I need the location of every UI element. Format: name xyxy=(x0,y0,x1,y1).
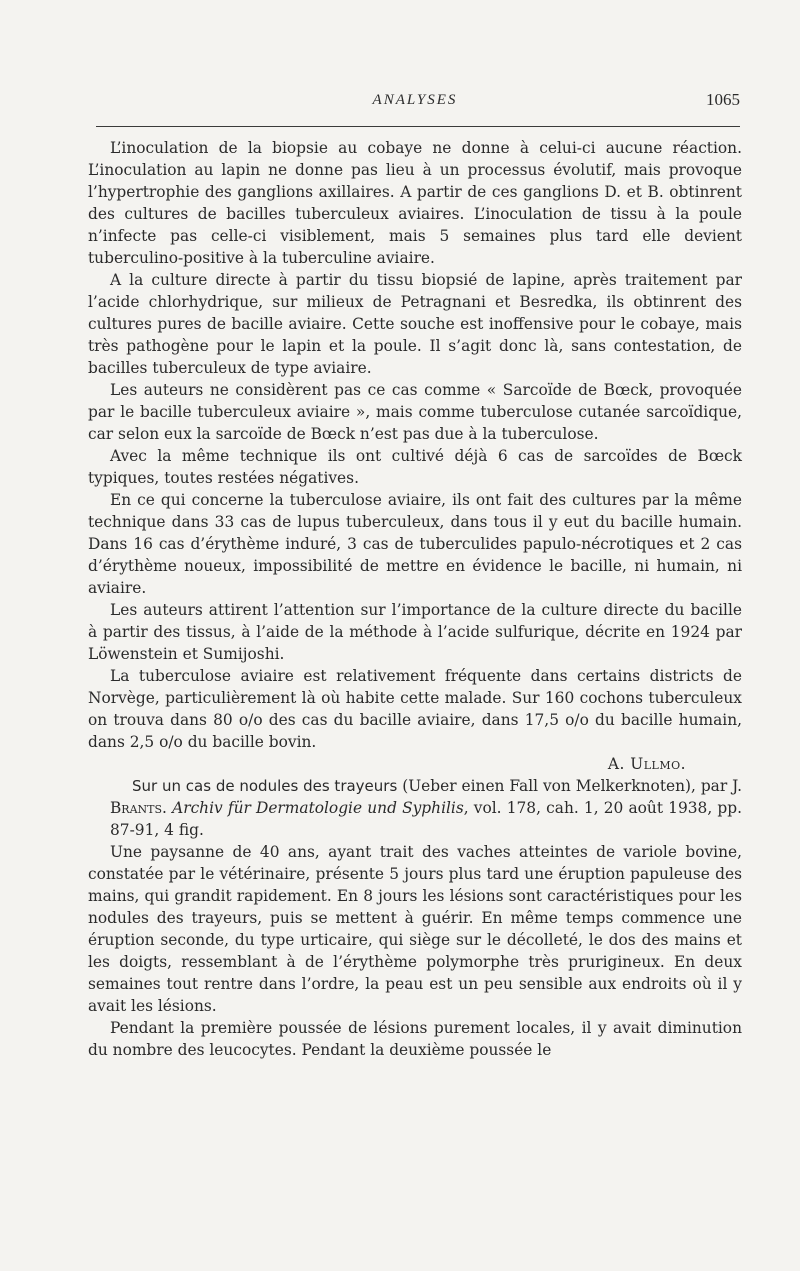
article-author: Brants xyxy=(110,799,163,817)
author-signature: A. Ullmo. xyxy=(607,755,686,773)
article-journal: Archiv für Dermatologie und Syphilis xyxy=(172,799,464,817)
paragraph: Avec la même technique ils ont cultivé déjà 6 cas de sarcoïdes de Bœck typiques, toutes restées négatives. xyxy=(88,447,742,487)
article-reference-open: (Ueber einen Fall von Melkerknoten), par J. xyxy=(397,777,742,795)
article-details: , vol. 178, cah. 1, 20 août 1938, pp. 87-91, 4 fig. xyxy=(110,799,742,839)
header-rule xyxy=(96,126,740,127)
paragraph: Une paysanne de 40 ans, ayant trait des vaches atteintes de variole bovine, constatée par le vétérinaire, présente 5 jours plus tard une éruption papuleuse des mains, qui grandit rapidement. En 8 jours les lésions sont caractéristiques pour les nodules des trayeurs, puis se mettent à guérir. En même temps commence une éruption seconde, du type urticaire, qui siège sur le décolleté, le dos des mains et les doigts, ressemblant à de l’érythème polymorphe très prurigineux. En deux semaines tout rentre dans l’ordre, la peau est un peu sensible aux endroits où il y avait les lésions. xyxy=(88,843,742,1015)
page-number: 1065 xyxy=(706,90,740,109)
paragraph: L’inoculation de la biopsie au cobaye ne donne à celui-ci aucune réaction. L’inoculation au lapin ne donne pas lieu à un processus évolutif, mais provoque l’hypertrophie des ganglions axillaires. A partir de ces ganglions D. et B. obtinrent des cultures de bacilles tuberculeux aviaires. L’inoculation de tissu à la poule n’infecte pas celle-ci visiblement, mais 5 semaines plus tard elle devient tuberculino-positive à la tuberculine aviaire. xyxy=(88,139,742,267)
page-body xyxy=(88,137,742,1061)
paragraph: Pendant la première poussée de lésions purement locales, il y avait diminution du nombre des leucocytes. Pendant la deuxième poussée le xyxy=(88,1019,742,1059)
paragraph: La tuberculose aviaire est relativement fréquente dans certains districts de Norvège, particulièrement là où habite cette malade. Sur 160 cochons tuberculeux on trouva dans 80 o/o des cas du bacille aviaire, dans 17,5 o/o du bacille humain, dans 2,5 o/o du bacille bovin. xyxy=(88,667,742,751)
article-reference-separator: . xyxy=(162,799,173,817)
paragraph: Les auteurs attirent l’attention sur l’importance de la culture directe du bacille à partir des tissus, à l’aide de la méthode à l’acide sulfurique, décrite en 1924 par Löwenstein et Sumijoshi. xyxy=(88,601,742,663)
running-title: ANALYSES xyxy=(372,92,458,108)
article-heading xyxy=(88,775,742,841)
paragraph: Les auteurs ne considèrent pas ce cas comme « Sarcoïde de Bœck, provoquée par le bacille tuberculeux aviaire », mais comme tuberculose cutanée sarcoïdique, car selon eux la sarcoïde de Bœck n’est pas due à la tuberculose. xyxy=(88,381,742,443)
page-header xyxy=(90,88,740,118)
paragraph: A la culture directe à partir du tissu biopsié de lapine, après traitement par l’acide chlorhydrique, sur milieux de Petragnani et Besredka, ils obtinrent des cultures pures de bacille aviaire. Cette souche est inoffensive pour le cobaye, mais très pathogène pour le lapin et la poule. Il s’agit donc là, sans contestation, de bacilles tuberculeux de type aviaire. xyxy=(88,271,742,377)
article-title: Sur un cas de nodules des trayeurs xyxy=(132,777,398,795)
paragraph: En ce qui concerne la tuberculose aviaire, ils ont fait des cultures par la même technique dans 33 cas de lupus tuberculeux, dans tous il y eut du bacille humain. Dans 16 cas d’érythème induré, 3 cas de tuberculides papulo-nécrotiques et 2 cas d’érythème noueux, impossibilité de mettre en évidence le bacille, ni humain, ni aviaire. xyxy=(88,491,742,597)
